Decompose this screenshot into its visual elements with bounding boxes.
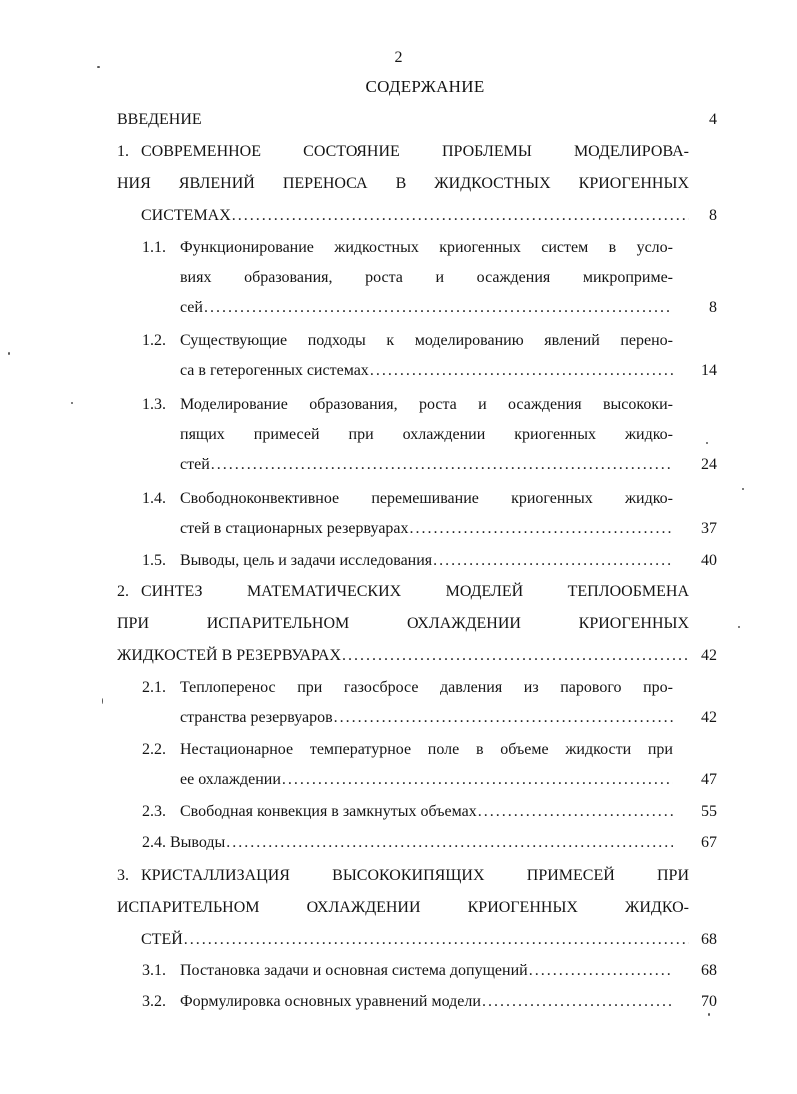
- entry-number: 1.: [117, 143, 129, 160]
- entry-title-line: странства резервуаров: [180, 709, 333, 726]
- dot-leader: [482, 992, 673, 1012]
- entry-number: 3.1.: [142, 962, 166, 979]
- dot-leader: [232, 206, 689, 226]
- entry-title-line: Функционирование жидкостных криогенных систем в усло-: [180, 239, 673, 256]
- entry-title-line: СИНТЕЗ МАТЕМАТИЧЕСКИХ МОДЕЛЕЙ ТЕПЛООБМЕНА: [141, 583, 689, 600]
- entry-title-line: НИЯ ЯВЛЕНИЙ ПЕРЕНОСА В ЖИДКОСТНЫХ КРИОГЕННЫХ: [117, 175, 689, 192]
- entry-title-line: ее охлаждении: [180, 771, 281, 788]
- entry-number: 2.1.: [142, 679, 166, 696]
- entry-title-line: Нестационарное температурное поле в объеме жидкости при: [180, 741, 673, 758]
- dot-leader: [211, 455, 673, 475]
- toc-title: СОДЕРЖАНИЕ: [365, 77, 485, 96]
- scan-speck: [97, 66, 100, 68]
- entry-number: 2.3.: [142, 803, 166, 820]
- scan-speck: [71, 402, 73, 404]
- entry-number: 2.: [117, 583, 129, 600]
- entry-title-line: стей: [180, 456, 210, 473]
- entry-number: 3.: [117, 867, 129, 884]
- dot-leader: [529, 961, 673, 981]
- entry-title-line: Теплоперенос при газосбросе давления из парового про-: [180, 679, 673, 696]
- entry-page: 68: [701, 931, 717, 948]
- entry-page: 24: [701, 456, 717, 473]
- dot-leader: [226, 833, 673, 853]
- dot-leader: [433, 551, 673, 571]
- entry-title-line: ЖИДКОСТЕЙ В РЕЗЕРВУАРАХ: [117, 647, 341, 664]
- entry-page: 40: [701, 552, 717, 569]
- dot-leader: [478, 802, 673, 822]
- entry-page: 42: [701, 647, 717, 664]
- entry-title-line: са в гетерогенных системах: [180, 362, 369, 379]
- entry-title-line: Выводы, цель и задачи исследования: [180, 552, 433, 569]
- entry-page: 8: [709, 299, 717, 316]
- entry-number: 1.5.: [142, 552, 166, 569]
- entry-number: 3.2.: [142, 993, 166, 1010]
- entry-page: 47: [701, 771, 717, 788]
- entry-title-line: стей в стационарных резервуарах: [180, 520, 409, 537]
- scan-speck: [708, 1013, 710, 1016]
- entry-page: 55: [701, 803, 717, 820]
- scan-speck: [706, 442, 708, 444]
- dot-leader: [334, 708, 673, 728]
- entry-title-line: виях образования, роста и осаждения микроприме-: [180, 269, 673, 286]
- dot-leader: [410, 519, 673, 539]
- entry-title: ВВЕДЕНИЕ: [117, 111, 202, 128]
- entry-page: 68: [701, 962, 717, 979]
- entry-title-line: СОВРЕМЕННОЕ СОСТОЯНИЕ ПРОБЛЕМЫ МОДЕЛИРОВА-: [141, 143, 689, 160]
- entry-number: 1.1.: [142, 239, 166, 256]
- entry-title-line: СИСТЕМАХ: [141, 207, 231, 224]
- scan-speck: [102, 698, 103, 704]
- entry-page: 8: [709, 207, 717, 224]
- entry-title-line: сей: [180, 299, 203, 316]
- page-number: 2: [394, 49, 403, 66]
- entry-title-line: Формулировка основных уравнений модели: [180, 993, 481, 1010]
- entry-title-line: Свободноконвективное перемешивание криогенных жидко-: [180, 490, 673, 507]
- entry-title-line: СТЕЙ: [141, 931, 183, 948]
- entry-title-line: ИСПАРИТЕЛЬНОМ ОХЛАЖДЕНИИ КРИОГЕННЫХ ЖИДКО-: [117, 899, 689, 916]
- entry-title-line: пящих примесей при охлаждении криогенных жидко-: [180, 426, 673, 443]
- entry-page: 67: [701, 834, 717, 851]
- scan-speck: [8, 352, 10, 355]
- dot-leader: [282, 770, 673, 790]
- entry-title-line: КРИСТАЛЛИЗАЦИЯ ВЫСОКОКИПЯЩИХ ПРИМЕСЕЙ ПРИ: [141, 867, 689, 884]
- entry-page: 42: [701, 709, 717, 726]
- entry-title-line: Моделирование образования, роста и осаждения высококи-: [180, 396, 673, 413]
- entry-page: 37: [701, 520, 717, 537]
- scan-speck: [742, 488, 744, 490]
- entry-title-line: 2.4. Выводы: [142, 834, 226, 851]
- entry-title-line: Существующие подходы к моделированию явлений перено-: [180, 332, 673, 349]
- entry-page: 70: [701, 993, 717, 1010]
- entry-number: 1.3.: [142, 396, 166, 413]
- scan-speck: [738, 626, 740, 628]
- entry-number: 1.4.: [142, 490, 166, 507]
- entry-page: 4: [709, 111, 717, 128]
- dot-leader: [342, 646, 689, 666]
- entry-title-line: Постановка задачи и основная система допущений: [180, 962, 528, 979]
- dot-leader: [204, 298, 673, 318]
- entry-title-line: ПРИ ИСПАРИТЕЛЬНОМ ОХЛАЖДЕНИИ КРИОГЕННЫХ: [117, 615, 689, 632]
- dot-leader: [184, 930, 689, 950]
- entry-number: 2.2.: [142, 741, 166, 758]
- entry-page: 14: [701, 362, 717, 379]
- entry-title-line: Свободная конвекция в замкнутых объемах: [180, 803, 477, 820]
- dot-leader: [370, 361, 673, 381]
- entry-number: 1.2.: [142, 332, 166, 349]
